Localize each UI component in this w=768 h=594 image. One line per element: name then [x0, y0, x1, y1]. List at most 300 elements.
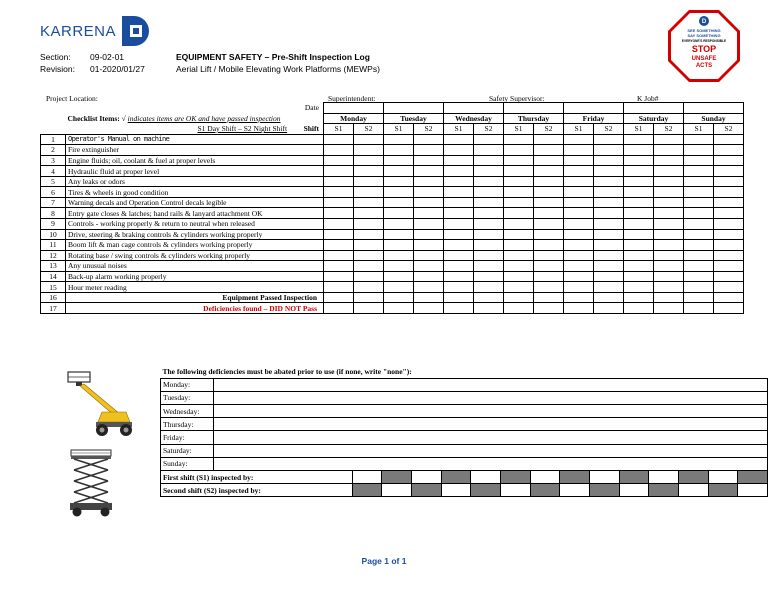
check-cell[interactable]	[384, 176, 414, 187]
check-cell[interactable]	[444, 240, 474, 251]
check-cell[interactable]	[474, 208, 504, 219]
check-cell[interactable]	[564, 240, 594, 251]
check-cell[interactable]	[624, 282, 654, 293]
shaded-cell	[678, 471, 708, 484]
check-cell[interactable]	[654, 303, 684, 314]
check-cell[interactable]	[684, 208, 714, 219]
check-cell[interactable]	[684, 271, 714, 282]
check-cell[interactable]	[534, 187, 564, 198]
checklist-items-heading	[66, 113, 324, 124]
check-cell[interactable]	[474, 197, 504, 208]
check-cell[interactable]	[684, 240, 714, 251]
check-cell[interactable]	[714, 229, 744, 240]
item-number: 1	[41, 134, 66, 145]
signature-cell[interactable]	[590, 471, 620, 484]
check-cell[interactable]	[624, 240, 654, 251]
check-cell[interactable]	[504, 282, 534, 293]
check-cell[interactable]	[714, 261, 744, 272]
check-cell[interactable]	[714, 219, 744, 230]
check-cell[interactable]	[354, 166, 384, 177]
check-cell[interactable]	[594, 292, 624, 303]
check-cell[interactable]	[504, 187, 534, 198]
signature-cell[interactable]	[619, 484, 649, 497]
item-text: Any unusual noises	[66, 261, 324, 272]
check-cell[interactable]	[414, 187, 444, 198]
check-cell[interactable]	[534, 250, 564, 261]
check-cell[interactable]	[384, 250, 414, 261]
check-cell[interactable]	[654, 134, 684, 145]
check-cell[interactable]	[504, 134, 534, 145]
check-cell[interactable]	[594, 176, 624, 187]
deficiency-field[interactable]	[213, 391, 767, 404]
deficiency-field[interactable]	[213, 444, 767, 457]
check-cell[interactable]	[594, 145, 624, 156]
check-cell[interactable]	[714, 166, 744, 177]
check-cell[interactable]	[684, 303, 714, 314]
deficiency-row	[161, 405, 768, 418]
check-cell[interactable]	[324, 250, 354, 261]
check-cell[interactable]	[594, 197, 624, 208]
check-cell[interactable]	[684, 187, 714, 198]
check-cell[interactable]	[474, 166, 504, 177]
check-cell[interactable]	[594, 208, 624, 219]
check-cell[interactable]	[594, 240, 624, 251]
item-text: Fire extinguisher	[66, 145, 324, 156]
check-cell[interactable]	[324, 282, 354, 293]
check-cell[interactable]	[474, 229, 504, 240]
check-cell[interactable]	[444, 155, 474, 166]
check-cell[interactable]	[654, 292, 684, 303]
check-cell[interactable]	[624, 229, 654, 240]
check-cell[interactable]	[534, 134, 564, 145]
check-cell[interactable]	[564, 176, 594, 187]
check-cell[interactable]	[564, 250, 594, 261]
deficiency-field[interactable]	[213, 378, 767, 391]
check-cell[interactable]	[564, 292, 594, 303]
check-cell[interactable]	[564, 208, 594, 219]
check-cell[interactable]	[444, 134, 474, 145]
signature-cell[interactable]	[471, 471, 501, 484]
check-cell[interactable]	[474, 145, 504, 156]
check-cell[interactable]	[384, 219, 414, 230]
check-cell[interactable]	[504, 145, 534, 156]
check-cell[interactable]	[384, 134, 414, 145]
check-cell[interactable]	[654, 282, 684, 293]
check-cell[interactable]	[354, 229, 384, 240]
check-cell[interactable]	[594, 219, 624, 230]
signature-cell[interactable]	[441, 484, 471, 497]
check-cell[interactable]	[714, 176, 744, 187]
check-cell[interactable]	[534, 145, 564, 156]
stop-acts: ACTS	[695, 63, 713, 69]
check-cell[interactable]	[594, 166, 624, 177]
check-cell[interactable]	[534, 166, 564, 177]
check-cell[interactable]	[654, 166, 684, 177]
check-cell[interactable]	[684, 176, 714, 187]
check-cell[interactable]	[474, 261, 504, 272]
check-cell[interactable]	[324, 303, 354, 314]
check-cell[interactable]	[444, 166, 474, 177]
shaded-cell	[382, 471, 412, 484]
date-cell[interactable]	[684, 103, 744, 114]
check-cell[interactable]	[534, 197, 564, 208]
check-cell[interactable]	[474, 271, 504, 282]
check-cell[interactable]	[384, 240, 414, 251]
check-cell[interactable]	[534, 176, 564, 187]
check-cell[interactable]	[414, 250, 444, 261]
check-cell[interactable]	[324, 208, 354, 219]
signature-cell[interactable]	[678, 484, 708, 497]
check-cell[interactable]	[714, 240, 744, 251]
check-cell[interactable]	[504, 303, 534, 314]
check-cell[interactable]	[354, 208, 384, 219]
item-text: Equipment Passed Inspection	[66, 292, 324, 303]
check-cell[interactable]	[474, 240, 504, 251]
check-cell[interactable]	[594, 303, 624, 314]
check-cell[interactable]	[654, 208, 684, 219]
check-cell[interactable]	[324, 292, 354, 303]
signature-cell[interactable]	[649, 471, 679, 484]
check-cell[interactable]	[624, 219, 654, 230]
checklist-row	[41, 145, 744, 156]
check-cell[interactable]	[444, 250, 474, 261]
check-cell[interactable]	[384, 197, 414, 208]
check-cell[interactable]	[624, 261, 654, 272]
check-cell[interactable]	[504, 155, 534, 166]
check-cell[interactable]	[624, 271, 654, 282]
check-cell[interactable]	[414, 303, 444, 314]
check-cell[interactable]	[654, 155, 684, 166]
check-cell[interactable]	[624, 187, 654, 198]
check-cell[interactable]	[624, 176, 654, 187]
check-cell[interactable]	[474, 219, 504, 230]
item-number: 17	[41, 303, 66, 314]
check-cell[interactable]	[354, 176, 384, 187]
signature-cell[interactable]	[738, 484, 768, 497]
deficiency-field[interactable]	[213, 431, 767, 444]
checklist-row	[41, 229, 744, 240]
check-cell[interactable]	[534, 219, 564, 230]
check-cell[interactable]	[324, 240, 354, 251]
section-label: Section:	[40, 52, 71, 62]
check-cell[interactable]	[654, 250, 684, 261]
check-cell[interactable]	[684, 261, 714, 272]
check-cell[interactable]	[414, 271, 444, 282]
check-cell[interactable]	[324, 229, 354, 240]
check-cell[interactable]	[504, 176, 534, 187]
check-cell[interactable]	[324, 271, 354, 282]
check-cell[interactable]	[564, 134, 594, 145]
signature-cell[interactable]	[530, 471, 560, 484]
check-cell[interactable]	[684, 250, 714, 261]
check-cell[interactable]	[564, 187, 594, 198]
check-cell[interactable]	[354, 292, 384, 303]
date-cell[interactable]	[564, 103, 624, 114]
shift-s1: S1	[564, 124, 594, 135]
check-cell[interactable]	[714, 292, 744, 303]
deficiency-row	[161, 418, 768, 431]
check-cell[interactable]	[654, 197, 684, 208]
check-cell[interactable]	[534, 240, 564, 251]
check-cell[interactable]	[324, 197, 354, 208]
check-cell[interactable]	[714, 282, 744, 293]
check-cell[interactable]	[564, 166, 594, 177]
deficiency-field[interactable]	[213, 405, 767, 418]
check-cell[interactable]	[414, 166, 444, 177]
check-cell[interactable]	[504, 219, 534, 230]
check-cell[interactable]	[354, 197, 384, 208]
check-cell[interactable]	[384, 292, 414, 303]
check-cell[interactable]	[624, 134, 654, 145]
check-cell[interactable]	[714, 134, 744, 145]
check-cell[interactable]	[624, 250, 654, 261]
check-cell[interactable]	[504, 197, 534, 208]
check-cell[interactable]	[414, 229, 444, 240]
deficiency-day-label: Friday:	[161, 431, 214, 444]
check-cell[interactable]	[534, 261, 564, 272]
check-cell[interactable]	[594, 187, 624, 198]
check-cell[interactable]	[354, 187, 384, 198]
check-cell[interactable]	[414, 208, 444, 219]
check-cell[interactable]	[624, 145, 654, 156]
item-number: 16	[41, 292, 66, 303]
check-cell[interactable]	[324, 219, 354, 230]
check-cell[interactable]	[564, 261, 594, 272]
day-header: Thursday	[504, 113, 564, 124]
signature-cell[interactable]	[412, 471, 442, 484]
check-cell[interactable]	[624, 303, 654, 314]
check-cell[interactable]	[564, 219, 594, 230]
first-shift-row	[161, 471, 768, 484]
check-cell[interactable]	[594, 282, 624, 293]
check-cell[interactable]	[384, 282, 414, 293]
check-cell[interactable]	[714, 250, 744, 261]
check-cell[interactable]	[414, 261, 444, 272]
check-cell[interactable]	[444, 292, 474, 303]
check-cell[interactable]	[324, 134, 354, 145]
check-cell[interactable]	[654, 176, 684, 187]
check-cell[interactable]	[504, 292, 534, 303]
item-number: 15	[41, 282, 66, 293]
second-shift-row	[161, 484, 768, 497]
check-cell[interactable]	[474, 250, 504, 261]
check-cell[interactable]	[384, 303, 414, 314]
check-cell[interactable]	[564, 145, 594, 156]
check-cell[interactable]	[654, 229, 684, 240]
check-cell[interactable]	[384, 145, 414, 156]
check-cell[interactable]	[594, 134, 624, 145]
check-cell[interactable]	[654, 187, 684, 198]
check-cell[interactable]	[444, 271, 474, 282]
check-cell[interactable]	[564, 155, 594, 166]
check-cell[interactable]	[384, 155, 414, 166]
check-cell[interactable]	[384, 271, 414, 282]
check-cell[interactable]	[624, 166, 654, 177]
check-cell[interactable]	[444, 229, 474, 240]
signature-cell[interactable]	[382, 484, 412, 497]
check-cell[interactable]	[684, 219, 714, 230]
check-cell[interactable]	[474, 303, 504, 314]
check-cell[interactable]	[564, 197, 594, 208]
check-cell[interactable]	[474, 292, 504, 303]
shift-s1: S1	[324, 124, 354, 135]
check-cell[interactable]	[504, 229, 534, 240]
check-cell[interactable]	[444, 208, 474, 219]
check-cell[interactable]	[444, 176, 474, 187]
check-cell[interactable]	[324, 176, 354, 187]
check-cell[interactable]	[714, 303, 744, 314]
check-cell[interactable]	[474, 176, 504, 187]
check-cell[interactable]	[414, 219, 444, 230]
check-cell[interactable]	[594, 155, 624, 166]
check-cell[interactable]	[384, 261, 414, 272]
check-cell[interactable]	[354, 155, 384, 166]
check-cell[interactable]	[354, 134, 384, 145]
check-cell[interactable]	[534, 155, 564, 166]
check-cell[interactable]	[474, 282, 504, 293]
date-cell[interactable]	[324, 103, 384, 114]
checklist-items-label: Checklist Items:	[67, 113, 120, 123]
deficiency-field[interactable]	[213, 418, 767, 431]
check-cell[interactable]	[354, 282, 384, 293]
check-cell[interactable]	[534, 292, 564, 303]
check-cell[interactable]	[654, 145, 684, 156]
check-cell[interactable]	[714, 271, 744, 282]
check-cell[interactable]	[504, 261, 534, 272]
check-cell[interactable]	[684, 229, 714, 240]
check-cell[interactable]	[684, 166, 714, 177]
signature-cell[interactable]	[352, 471, 382, 484]
check-cell[interactable]	[384, 229, 414, 240]
check-cell[interactable]	[564, 282, 594, 293]
check-cell[interactable]	[684, 197, 714, 208]
check-cell[interactable]	[714, 197, 744, 208]
deficiency-day-label: Sunday:	[161, 457, 214, 470]
check-cell[interactable]	[714, 155, 744, 166]
date-cell[interactable]	[504, 103, 564, 114]
check-cell[interactable]	[324, 187, 354, 198]
checklist-row	[41, 292, 744, 303]
check-cell[interactable]	[444, 197, 474, 208]
check-cell[interactable]	[414, 155, 444, 166]
check-cell[interactable]	[384, 208, 414, 219]
check-cell[interactable]	[444, 282, 474, 293]
check-cell[interactable]	[654, 261, 684, 272]
check-cell[interactable]	[684, 282, 714, 293]
check-cell[interactable]	[324, 261, 354, 272]
check-cell[interactable]	[684, 134, 714, 145]
check-cell[interactable]	[324, 166, 354, 177]
check-cell[interactable]	[414, 240, 444, 251]
check-cell[interactable]	[444, 145, 474, 156]
check-cell[interactable]	[504, 250, 534, 261]
check-cell[interactable]	[414, 292, 444, 303]
check-cell[interactable]	[354, 303, 384, 314]
check-cell[interactable]	[564, 271, 594, 282]
date-cell[interactable]	[444, 103, 504, 114]
check-cell[interactable]	[384, 187, 414, 198]
signature-cell[interactable]	[708, 471, 738, 484]
scissor-lift-icon	[68, 448, 114, 518]
check-cell[interactable]	[354, 219, 384, 230]
check-cell[interactable]	[504, 208, 534, 219]
check-cell[interactable]	[534, 271, 564, 282]
checklist-row	[41, 176, 744, 187]
check-cell[interactable]	[534, 208, 564, 219]
check-cell[interactable]	[474, 187, 504, 198]
check-cell[interactable]	[354, 250, 384, 261]
deficiency-field[interactable]	[213, 457, 767, 470]
day-header: Monday	[324, 113, 384, 124]
check-cell[interactable]	[594, 271, 624, 282]
check-cell[interactable]	[414, 134, 444, 145]
stop-line3: EVERYONE'S RESPONSIBLE	[681, 39, 727, 43]
check-cell[interactable]	[504, 240, 534, 251]
day-header: Wednesday	[444, 113, 504, 124]
check-cell[interactable]	[714, 187, 744, 198]
check-cell[interactable]	[624, 292, 654, 303]
check-cell[interactable]	[564, 229, 594, 240]
check-cell[interactable]	[714, 208, 744, 219]
check-cell[interactable]	[414, 176, 444, 187]
check-cell[interactable]	[534, 303, 564, 314]
check-cell[interactable]	[534, 229, 564, 240]
date-cell[interactable]	[624, 103, 684, 114]
check-cell[interactable]	[684, 145, 714, 156]
date-cell[interactable]	[384, 103, 444, 114]
check-cell[interactable]	[444, 187, 474, 198]
check-cell[interactable]	[474, 155, 504, 166]
check-cell[interactable]	[414, 145, 444, 156]
check-cell[interactable]	[594, 250, 624, 261]
check-cell[interactable]	[354, 145, 384, 156]
item-text: Deficiencies found – DID NOT Pass	[66, 303, 324, 314]
item-number: 3	[41, 155, 66, 166]
check-cell[interactable]	[414, 282, 444, 293]
check-cell[interactable]	[444, 303, 474, 314]
check-cell[interactable]	[684, 292, 714, 303]
check-cell[interactable]	[384, 166, 414, 177]
check-cell[interactable]	[474, 134, 504, 145]
check-cell[interactable]	[564, 303, 594, 314]
checklist-row	[41, 261, 744, 272]
check-cell[interactable]	[504, 166, 534, 177]
check-cell[interactable]	[624, 208, 654, 219]
signature-cell[interactable]	[501, 484, 531, 497]
check-cell[interactable]	[714, 145, 744, 156]
check-cell[interactable]	[504, 271, 534, 282]
check-cell[interactable]	[534, 282, 564, 293]
checklist-row	[41, 166, 744, 177]
check-cell[interactable]	[684, 155, 714, 166]
check-cell[interactable]	[654, 240, 684, 251]
check-cell[interactable]	[444, 261, 474, 272]
check-cell[interactable]	[354, 271, 384, 282]
check-cell[interactable]	[624, 197, 654, 208]
check-cell[interactable]	[354, 240, 384, 251]
check-cell[interactable]	[414, 197, 444, 208]
check-cell[interactable]	[324, 155, 354, 166]
check-cell[interactable]	[354, 261, 384, 272]
check-cell[interactable]	[654, 219, 684, 230]
check-cell[interactable]	[624, 155, 654, 166]
check-cell[interactable]	[594, 261, 624, 272]
check-cell[interactable]	[444, 219, 474, 230]
check-cell[interactable]	[324, 145, 354, 156]
check-cell[interactable]	[594, 229, 624, 240]
signature-cell[interactable]	[560, 484, 590, 497]
check-cell[interactable]	[654, 271, 684, 282]
